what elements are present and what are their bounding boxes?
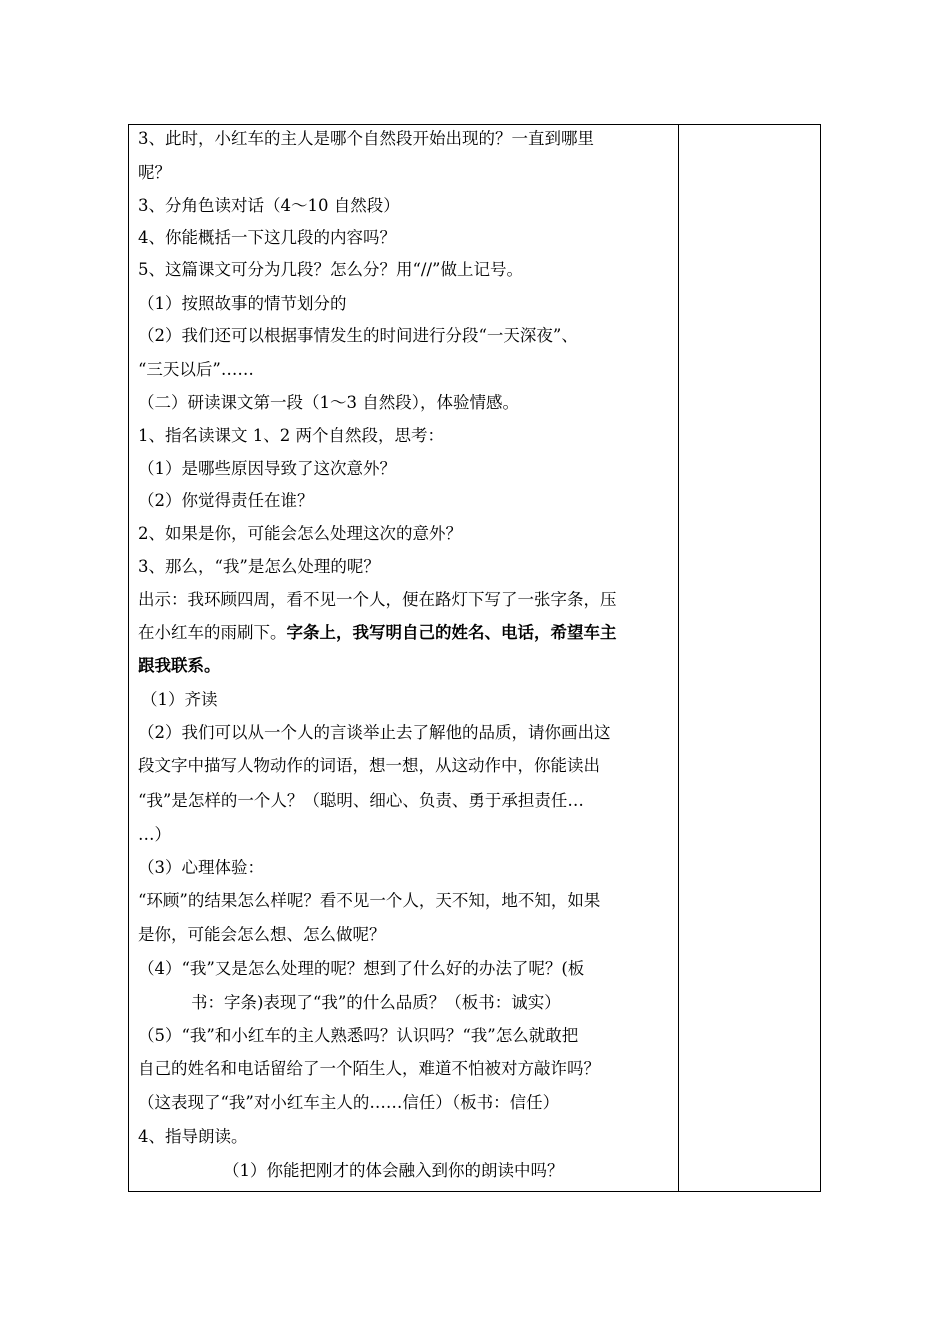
text-line: “我”是怎样的一个人？（聪明、细心、负责、勇于承担责任… xyxy=(138,791,584,810)
text-line: 4、你能概括一下这几段的内容吗？ xyxy=(138,228,396,247)
text-line: （二）研读课文第一段（1～3 自然段），体验情感。 xyxy=(138,393,519,412)
text-line: “三天以后”…… xyxy=(138,360,254,379)
text-line: （5）“我”和小红车的主人熟悉吗？认识吗？“我”怎么就敢把 xyxy=(138,1026,579,1045)
text-line: 书：字条)表现了“我”的什么品质？（板书：诚实） xyxy=(191,993,561,1012)
text-line: “环顾”的结果怎么样呢？看不见一个人，天不知，地不知，如果 xyxy=(138,891,601,910)
text-line: （3）心理体验： xyxy=(138,858,264,877)
text-line: 是你，可能会怎么想、怎么做呢？ xyxy=(138,925,386,944)
text-line: （1）你能把刚才的体会融入到你的朗读中吗？ xyxy=(223,1161,564,1180)
text-line: 2、如果是你，可能会怎么处理这次的意外？ xyxy=(138,524,462,543)
bold-text-segment: 字条上，我写明自己的姓名、电话，希望车主 xyxy=(286,623,617,642)
text-line: 1、指名读课文 1、2 两个自然段，思考： xyxy=(138,426,444,445)
text-line: （2）你觉得责任在谁？ xyxy=(138,491,314,510)
bold-text-line: 跟我联系。 xyxy=(138,656,221,675)
text-line: 3、分角色读对话（4～10 自然段） xyxy=(138,196,400,215)
text-line: （这表现了“我”对小红车主人的……信任）（板书：信任） xyxy=(138,1093,560,1112)
text-line: （2）我们可以从一个人的言谈举止去了解他的品质，请你画出这 xyxy=(138,723,611,742)
text-line: 5、这篇课文可分为几段？怎么分？用“//”做上记号。 xyxy=(138,260,523,279)
text-line: （4）“我”又是怎么处理的呢？想到了什么好的办法了呢？(板 xyxy=(138,959,585,978)
text-line: 段文字中描写人物动作的词语，想一想，从这动作中，你能读出 xyxy=(138,756,600,775)
text-line: （1）按照故事的情节划分的 xyxy=(138,294,347,313)
notes-cell xyxy=(679,125,820,1191)
text-segment: 在小红车的雨刷下。 xyxy=(138,623,287,642)
text-line: …） xyxy=(138,825,171,844)
text-line-mixed xyxy=(138,623,617,643)
text-line: 呢？ xyxy=(138,163,171,182)
text-line: 4、指导朗读。 xyxy=(138,1127,248,1146)
text-line: （1）齐读 xyxy=(141,690,218,709)
lesson-content-cell xyxy=(129,125,678,1191)
text-line: 出示：我环顾四周，看不见一个人，便在路灯下写了一张字条，压 xyxy=(138,590,617,609)
text-line: 自己的姓名和电话留给了一个陌生人，难道不怕被对方敲诈吗？ xyxy=(138,1059,600,1078)
text-line: （2）我们还可以根据事情发生的时间进行分段“一天深夜”、 xyxy=(138,326,578,345)
text-line: 3、那么，“我”是怎么处理的呢？ xyxy=(138,557,380,576)
lesson-table xyxy=(128,124,821,1192)
text-line: 3、此时，小红车的主人是哪个自然段开始出现的？一直到哪里 xyxy=(138,129,594,148)
text-line: （1）是哪些原因导致了这次意外？ xyxy=(138,459,396,478)
